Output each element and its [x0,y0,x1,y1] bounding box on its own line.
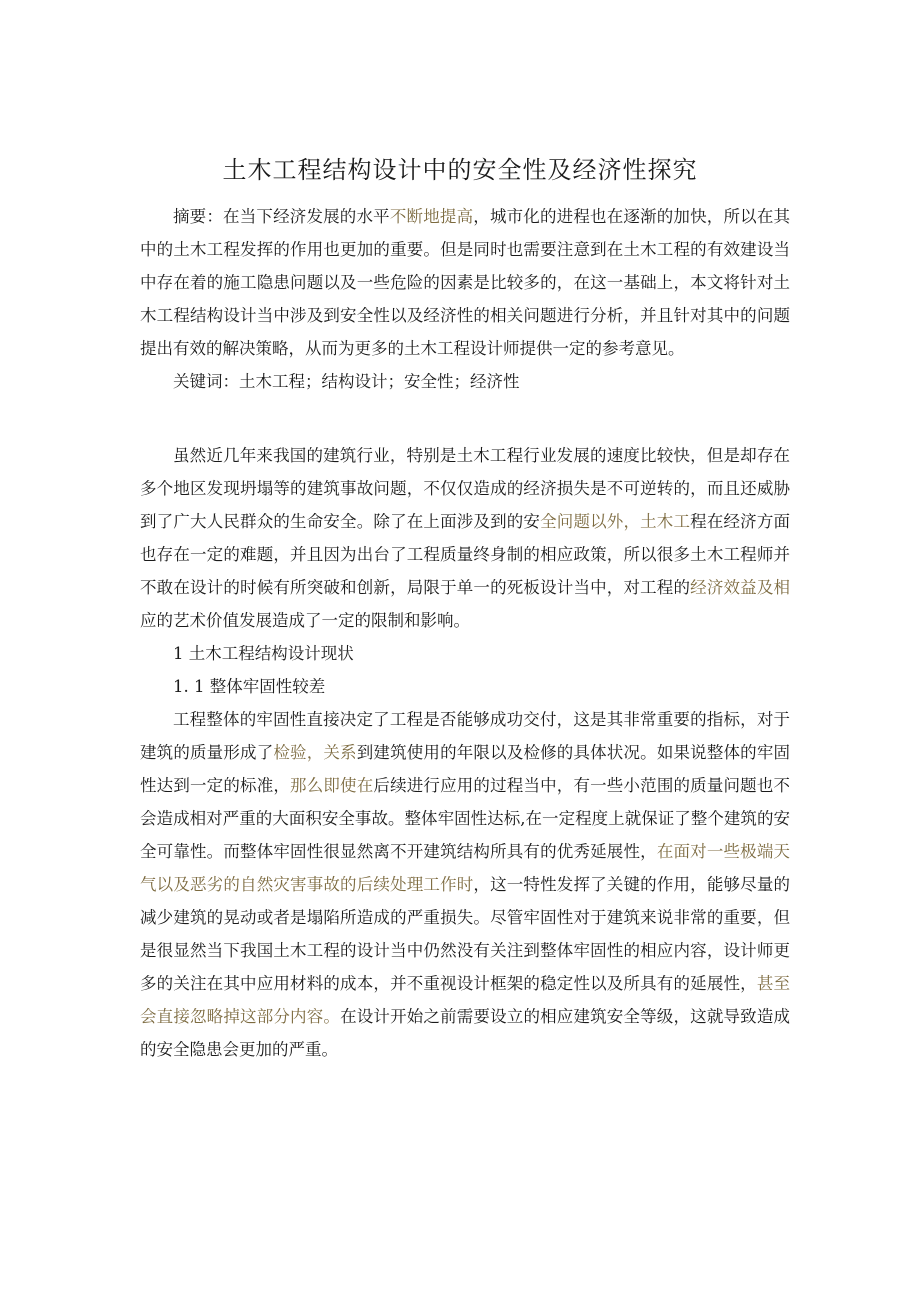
section-1-heading: 1 土木工程结构设计现状 [173,644,354,663]
abstract-text-1: 摘要：在当下经济发展的水平 [173,207,390,226]
intro-text-1: 虽然近几年来我国的建筑行业，特别是土木工程行业发展的速度比较快，但是却存在多个地区发现坍塌等的建筑事故问题，不仅仅造成的经济损失是不可逆转的，而且还威胁到了广大人民群众的生命安全。除了在上面涉及到的安 [140,446,790,531]
intro-highlight-2: 经济效益及相 [690,578,791,597]
document-title: 土木工程结构设计中的安全性及经济性探究 [222,156,698,184]
abstract-paragraph [140,200,790,365]
s11-highlight-4: 甚至会直接忽略掉这部分内容。 [140,974,791,1026]
section-1-1-paragraph [140,703,790,1066]
s11-highlight-3: 在面对一些极端天气以及恶劣的自然灾害事故的后续处理工作时 [140,842,791,894]
abstract-text-2: ，城市化的进程也在逐渐的加快，所以在其中的土木工程发挥的作用也更加的重要。但是同时也需要注意到在土木工程的有效建设当中存在着的施工隐患问题以及一些危险的因素是比较多的，在这一基础上，本文将针对土木工程结构设计当中涉及到安全性以及经济性的相关问题进行分析，并且针对其中的问题提出有效的解决策略，从而为更多的土木工程设计师提供一定的参考意见。 [140,207,791,358]
abstract-highlight-1: 不断地提高 [389,207,474,226]
intro-paragraph [140,439,790,637]
s11-text-2: 到建筑使用的年限以及检修的具体状况。如果说整体的牢固性达到一定的标准， [140,743,791,795]
intro-highlight-1: 全问题以外，土木工 [540,512,691,531]
intro-text-2: 程在经济方面也存在一定的难题，并且因为出台了工程质量终身制的相应政策，所以很多土木工程师并不敢在设计的时候有所突破和创新，局限于单一的死板设计当中，对工程的 [140,512,791,597]
section-1-1-heading: 1. 1 整体牢固性较差 [173,677,326,696]
keywords-line: 关键词：土木工程；结构设计；安全性；经济性 [173,372,520,391]
intro-text-3: 应的艺术价值发展造成了一定的限制和影响。 [140,611,470,630]
s11-highlight-1: 检验，关系 [273,743,357,762]
document-body [140,200,790,1066]
s11-text-3: 后续进行应用的过程当中，有一些小范围的质量问题也不会造成相对严重的大面积安全事故。整体牢固性达标,在一定程度上就保证了整个建筑的安全可靠性。而整体牢固性很显然离不开建筑结构所具有的优秀延展性， [140,776,791,861]
s11-text-5: 在设计开始之前需要设立的相应建筑安全等级，这就导致造成的安全隐患会更加的严重。 [140,1007,791,1059]
s11-highlight-2: 那么即使在 [290,776,374,795]
s11-text-4: ，这一特性发挥了关键的作用，能够尽量的减少建筑的晃动或者是塌陷所造成的严重损失。尽管牢固性对于建筑来说非常的重要，但是很显然当下我国土木工程的设计当中仍然没有关注到整体牢固性的相应内容，设计师更多的关注在其中应用材料的成本，并不重视设计框架的稳定性以及所具有的延展性， [140,875,791,993]
s11-text-1: 工程整体的牢固性直接决定了工程是否能够成功交付，这是其非常重要的指标，对于建筑的质量形成了 [140,710,790,762]
